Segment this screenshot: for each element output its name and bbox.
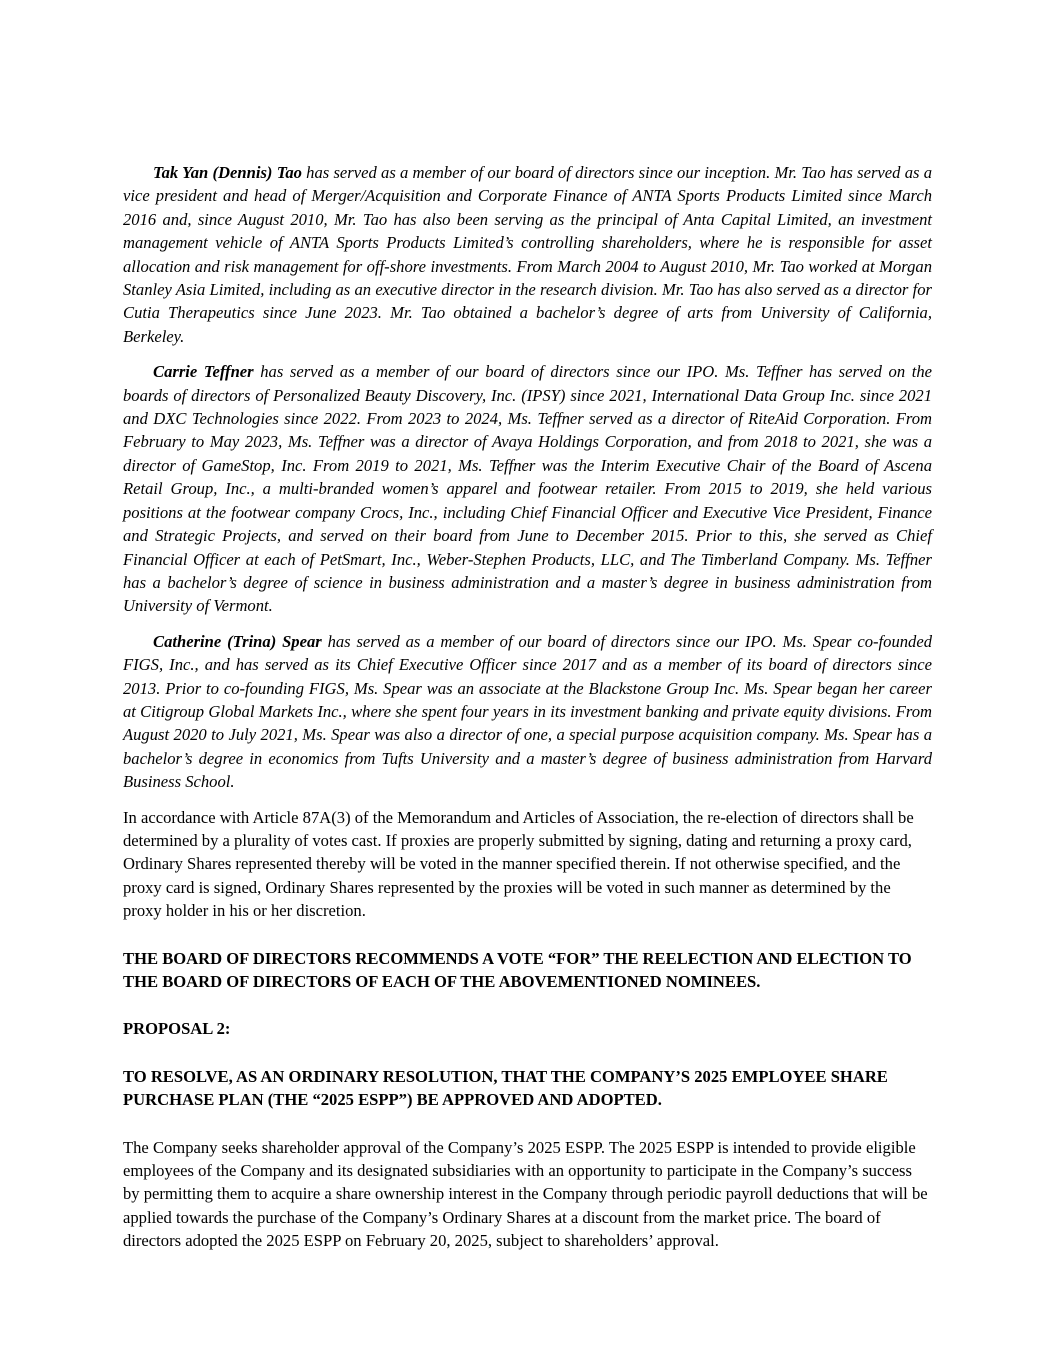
- director-name-tao: Tak Yan (Dennis) Tao: [153, 163, 302, 182]
- bio-paragraph-tao: [123, 161, 932, 348]
- bio-text-spear: has served as a member of our board of directors since our IPO. Ms. Spear co-founded FIGS, Inc., and has served as its Chief Executive Officer since 2017 and as a member of its board of directors since 2013. Prior to co-founding FIGS, Ms. Spear was an associate at the Blackstone Group Inc. Ms. Spear began her career at Citigroup Global Markets Inc., where she spent four years in its investment banking and private equity divisions. From August 2020 to July 2021, Ms. Spear was also a director of one, a special purpose acquisition company. Ms. Spear has a bachelor’s degree in economics from Tufts University and a master’s degree of business administration from Harvard Business School.: [123, 631, 932, 792]
- director-name-teffner: Carrie Teffner: [153, 362, 254, 382]
- board-recommendation: THE BOARD OF DIRECTORS RECOMMENDS A VOTE “FOR” THE REELECTION AND ELECTION TO THE BOARD OF DIRECTORS OF EACH OF THE ABOVEMENTIONED NOMINEES.: [123, 948, 912, 991]
- director-name-spear: Catherine (Trina) Spear: [153, 631, 322, 651]
- bio-text-tao: has served as a member of our board of directors since our inception. Mr. Tao has served as a vice president and head of Merger/Acquisition and Corporate Finance of ANTA Sports Products Limited since March 2016 and, since August 2010, Mr. Tao has also been serving as the principal of Anta Capital Limited, an investment management vehicle of ANTA Sports Products Limited’s controlling shareholders, where he is responsible for asset allocation and risk management for off-shore investments. From March 2004 to August 2010, Mr. Tao worked at Morgan Stanley Asia Limited, including as an executive director in the research division. Mr. Tao has also served as a director for Cutia Therapeutics since June 2023. Mr. Tao obtained a bachelor’s degree of arts from University of California, Berkeley.: [123, 163, 932, 346]
- proposal2-title: TO RESOLVE, AS AN ORDINARY RESOLUTION, THAT THE COMPANY’S 2025 EMPLOYEE SHARE PURCHASE PLAN (THE “2025 ESPP”) BE APPROVED AND ADOPTED.: [123, 1066, 888, 1110]
- proposal2-heading: PROPOSAL 2:: [123, 1019, 231, 1039]
- bio-text-teffner: has served as a member of our board of directors since our IPO. Ms. Teffner has served on the boards of directors of Personalized Beauty Discovery, Inc. (IPSY) since 2021, International Data Group Inc. since 2021 and DXC Technologies since 2022. From 2023 to 2024, Ms. Teffner served as a director of RiteAid Corporation. From February to May 2023, Ms. Teffner was a director of Avaya Holdings Corporation, and from 2018 to 2021, she was a director of GameStop, Inc. From 2019 to 2021, Ms. Teffner was the Interim Executive Chair of the Board of Ascena Retail Group, Inc., a multi-branded women’s apparel and footwear retailer. From 2015 to 2019, she held various positions at the footwear company Crocs, Inc., including Chief Financial Officer and Executive Vice President, Finance and Strategic Projects, and served on their board from June to December 2015. Prior to this, she served as Chief Financial Officer at each of PetSmart, Inc., Weber-Stephen Products, LLC, and The Timberland Company. Ms. Teffner has a bachelor’s degree of science in business administration and a master’s degree in business administration from University of Vermont.: [123, 362, 932, 616]
- plurality-paragraph: In accordance with Article 87A(3) of the Memorandum and Articles of Association, the re-election of directors shall be determined by a plurality of votes cast. If proxies are properly submitted by signing, dating and returning a proxy card, Ordinary Shares represented thereby will be voted in the manner specified therein. If not otherwise specified, and the proxy card is signed, Ordinary Shares represented by the proxies will be voted in such manner as determined by the proxy holder in his or her discretion.: [123, 807, 914, 921]
- espp-paragraph: The Company seeks shareholder approval of the Company’s 2025 ESPP. The 2025 ESPP is intended to provide eligible employees of the Company and its designated subsidiaries with an opportunity to participate in the Company’s success by permitting them to acquire a share ownership interest in the Company through periodic payroll deductions that will be applied towards the purchase of the Company’s Ordinary Shares at a discount from the market price. The board of directors adopted the 2025 ESPP on February 20, 2025, subject to shareholders’ approval.: [123, 1137, 928, 1251]
- bio-paragraph-spear: [123, 630, 932, 794]
- bio-paragraph-teffner: [123, 360, 932, 617]
